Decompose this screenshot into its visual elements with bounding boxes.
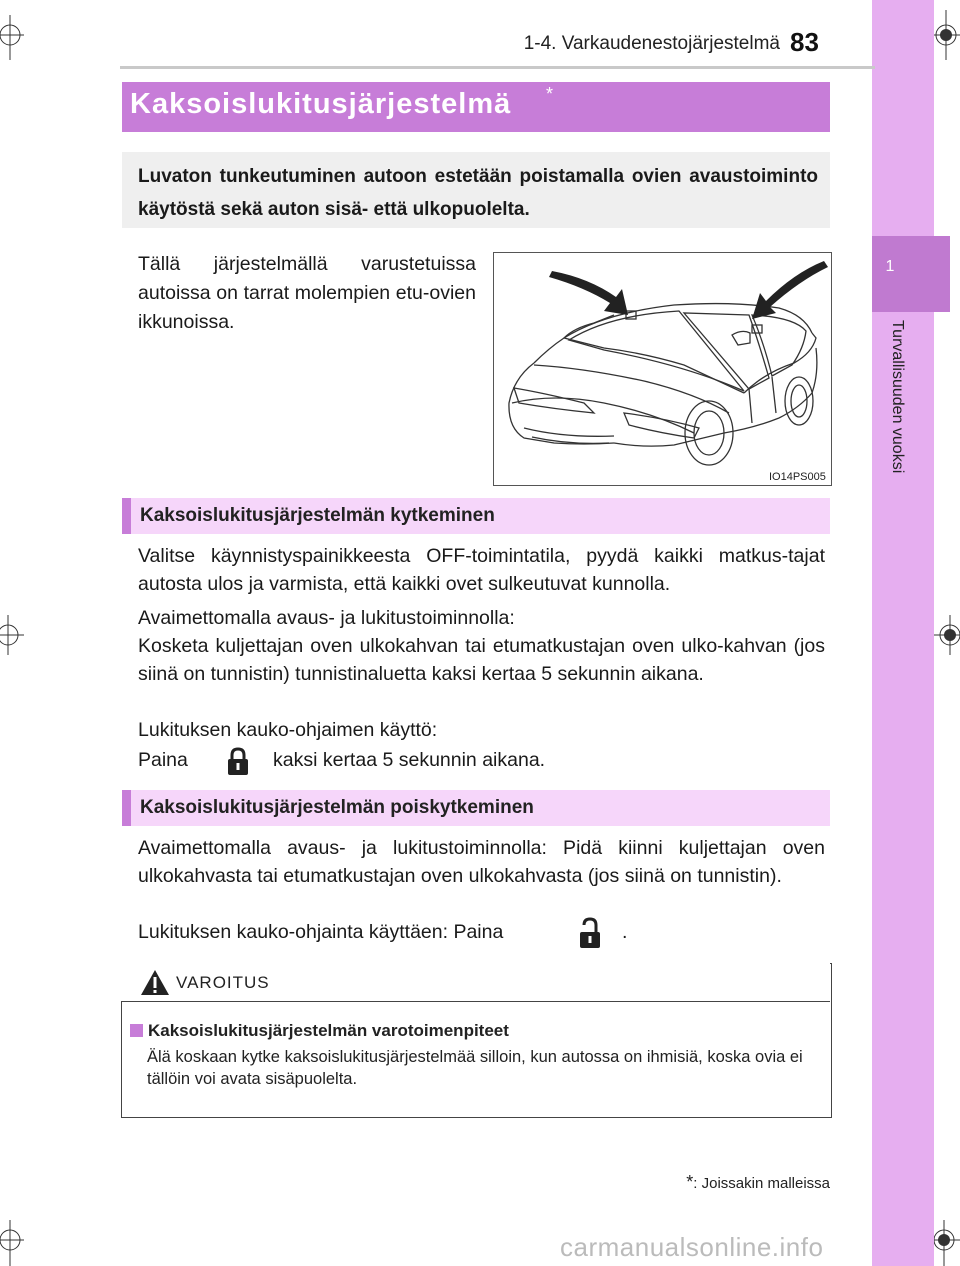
disable-remote-prefix: Lukituksen kauko-ohjainta käyttäen: Paina <box>138 921 504 943</box>
crop-mark-icon <box>0 0 40 60</box>
crop-mark-icon <box>0 1210 40 1266</box>
warning-bullet <box>130 1024 143 1037</box>
enable-press-rest: kaksi kertaa 5 sekunnin aikana. <box>273 749 546 771</box>
warning-title: Kaksoislukitusjärjestelmän varotoimenpiteet <box>148 1021 509 1040</box>
footnote-asterisk: * <box>686 1172 694 1192</box>
disable-paragraph-1: Avaimettomalla avaus- ja lukitustoiminnolla: Pidä kiinni kuljettajan oven ulkokahvasta tai etumatkustajan oven ulkokahvasta (jos siinä on tunnistin). <box>138 837 825 887</box>
section-header: 1-4. Varkaudenestojärjestelmä <box>523 33 780 54</box>
intro-text: Luvaton tunkeutuminen autoon estetään poistamalla ovien avaustoiminto käytöstä sekä auton sisä- että ulkopuolelta. <box>138 166 818 220</box>
enable-press-word: Paina <box>138 749 188 771</box>
header-rule <box>120 66 875 69</box>
subhead-enable-marker <box>122 498 131 534</box>
car-illustration <box>493 252 832 486</box>
page-title: Kaksoislukitusjärjestelmä <box>130 88 512 120</box>
footnote-text: : Joissakin malleissa <box>693 1175 830 1192</box>
enable-remote-heading: Lukituksen kauko-ohjaimen käyttö: <box>138 719 438 741</box>
subhead-enable: Kaksoislukitusjärjestelmän kytkeminen <box>140 505 495 526</box>
enable-paragraph-1: Valitse käynnistyspainikkeesta OFF-toimintatila, pyydä kaikki matkus-tajat autosta ulos ja varmista, että kaikki ovet sulkeutuvat kunnolla. <box>138 545 825 595</box>
enable-keyless-heading: Avaimettomalla avaus- ja lukitustoiminnolla: <box>138 607 515 629</box>
chapter-number: 1 <box>885 258 895 275</box>
title-asterisk: * <box>546 84 554 104</box>
chapter-title: Turvallisuuden vuoksi <box>889 320 906 474</box>
body-intro-text: Tällä järjestelmällä varustetuissa autoissa on tarrat molempien etu-ovien ikkunoissa. <box>138 253 476 333</box>
figure-code: IO14PS005 <box>769 471 826 483</box>
crop-mark-icon <box>0 610 30 660</box>
subhead-disable: Kaksoislukitusjärjestelmän poiskytkeminen <box>140 797 534 818</box>
subhead-disable-marker <box>122 790 131 826</box>
disable-remote-suffix: . <box>622 921 628 943</box>
lock-icon <box>226 746 250 776</box>
unlock-icon <box>578 917 602 949</box>
warning-label: VAROITUS <box>176 973 270 992</box>
warning-text: Älä koskaan kytke kaksoislukitusjärjestelmää silloin, kun autossa on ihmisiä, koska ovia ei tällöin voi avata sisäpuolelta. <box>147 1048 803 1088</box>
crop-mark-icon <box>930 610 960 660</box>
side-chapter-tab <box>872 0 934 1266</box>
warning-triangle-icon <box>140 969 170 996</box>
page-number: 83 <box>790 27 819 57</box>
watermark: carmanualsonline.info <box>560 1232 824 1262</box>
car-drawing <box>494 253 831 485</box>
footnote <box>640 1172 830 1193</box>
enable-keyless-text: Kosketa kuljettajan oven ulkokahvan tai etumatkustajan oven ulko-kahvan (jos siinä on tunnistin) tunnistinaluetta kaksi kertaa 5 sekunnin aikana. <box>138 635 825 685</box>
